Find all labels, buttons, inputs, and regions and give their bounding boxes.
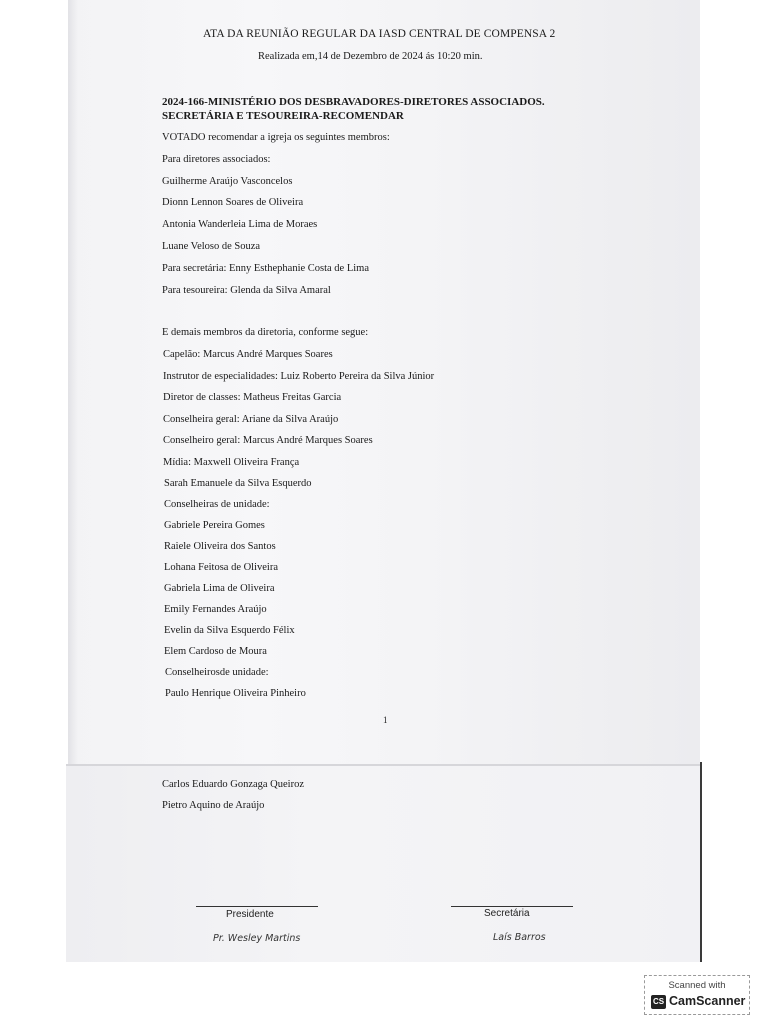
body-line: Pietro Aquino de Araújo: [162, 800, 265, 811]
signature-name-president: Pr. Wesley Martins: [213, 933, 301, 944]
body-line: Conselheirosde unidade:: [165, 667, 269, 678]
body-line: Para tesoureira: Glenda da Silva Amaral: [162, 285, 331, 296]
resolution-heading-line2: SECRETÁRIA E TESOUREIRA-RECOMENDAR: [162, 110, 404, 122]
body-line: Conselheira geral: Ariane da Silva Araújo: [163, 414, 339, 425]
body-line: VOTADO recomendar a igreja os seguintes membros:: [162, 132, 390, 143]
body-line: Sarah Emanuele da Silva Esquerdo: [164, 478, 312, 489]
body-line: Diretor de classes: Matheus Freitas Garcia: [163, 392, 342, 403]
body-line: Dionn Lennon Soares de Oliveira: [162, 197, 304, 208]
camscanner-logo-icon: CS: [651, 995, 666, 1009]
signature-role-secretary: Secretária: [484, 908, 530, 919]
body-line: Luane Veloso de Souza: [162, 241, 261, 252]
body-line: Lohana Feitosa de Oliveira: [164, 562, 279, 573]
body-line: Conselheiro geral: Marcus André Marques Soares: [163, 435, 373, 446]
body-line: Para secretária: Enny Esthephanie Costa de Lima: [162, 263, 370, 274]
watermark-caption: Scanned with: [668, 980, 726, 991]
body-line: Paulo Henrique Oliveira Pinheiro: [165, 688, 306, 699]
body-line: Carlos Eduardo Gonzaga Queiroz: [162, 779, 304, 790]
body-line: Emily Fernandes Araújo: [164, 604, 267, 615]
document-title: ATA DA REUNIÃO REGULAR DA IASD CENTRAL DE COMPENSA 2: [203, 28, 556, 40]
body-line: Conselheiras de unidade:: [164, 499, 270, 510]
body-line: Capelão: Marcus André Marques Soares: [163, 349, 333, 360]
page-number: 1: [383, 715, 388, 725]
body-line: Raiele Oliveira dos Santos: [164, 541, 276, 552]
body-line: Antonia Wanderleia Lima de Moraes: [162, 219, 318, 230]
body-line: E demais membros da diretoria, conforme segue:: [162, 327, 369, 338]
page-shadow-edge: [700, 762, 702, 962]
signature-line-president: [196, 906, 318, 907]
document-page-2: [66, 764, 702, 962]
signature-role-president: Presidente: [226, 909, 274, 920]
body-line: Mídia: Maxwell Oliveira França: [163, 457, 300, 468]
watermark-brand: CamScanner: [669, 994, 746, 1008]
camscanner-watermark: [644, 975, 750, 1015]
body-line: Gabriele Pereira Gomes: [164, 520, 265, 531]
page-overlap-edge: [66, 764, 702, 766]
signature-name-secretary: Laís Barros: [493, 932, 546, 943]
body-line: Instrutor de especialidades: Luiz Roberto Pereira da Silva Júnior: [163, 371, 435, 382]
body-line: Para diretores associados:: [162, 154, 271, 165]
body-line: Gabriela Lima de Oliveira: [164, 583, 275, 594]
resolution-heading-line1: 2024-166-MINISTÉRIO DOS DESBRAVADORES-DIRETORES ASSOCIADOS.: [162, 96, 545, 108]
signature-line-secretary: [451, 906, 573, 907]
document-subtitle: Realizada em,14 de Dezembro de 2024 ás 10:20 min.: [258, 51, 483, 62]
body-line: Guilherme Araújo Vasconcelos: [162, 176, 293, 187]
body-line: Evelin da Silva Esquerdo Félix: [164, 625, 295, 636]
body-line: Elem Cardoso de Moura: [164, 646, 267, 657]
